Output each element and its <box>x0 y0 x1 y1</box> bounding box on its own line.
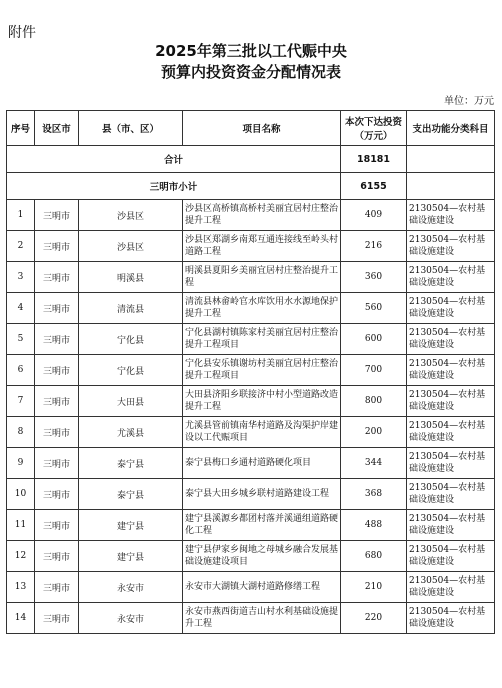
header-county: 县（市、区） <box>79 111 183 146</box>
row-county: 明溪县 <box>79 262 183 293</box>
row-county: 清流县 <box>79 293 183 324</box>
row-amount: 680 <box>341 541 407 572</box>
row-category: 2130504—农村基础设施建设 <box>407 417 495 448</box>
row-city: 三明市 <box>35 324 79 355</box>
table-header-row <box>7 111 495 146</box>
row-city: 三明市 <box>35 262 79 293</box>
table-row <box>7 603 495 634</box>
page-title-line2: 预算内投资资金分配情况表 <box>160 63 341 81</box>
row-project: 泰宁县梅口乡通村道路硬化项目 <box>183 448 341 479</box>
row-county: 沙县区 <box>79 231 183 262</box>
row-index: 12 <box>7 541 35 572</box>
subtotal-category <box>407 173 495 200</box>
row-index: 1 <box>7 200 35 231</box>
row-category: 2130504—农村基础设施建设 <box>407 541 495 572</box>
row-category: 2130504—农村基础设施建设 <box>407 355 495 386</box>
row-project: 建宁县溪源乡都团村落并溪通组道路硬化工程 <box>183 510 341 541</box>
row-city: 三明市 <box>35 572 79 603</box>
row-county: 永安市 <box>79 603 183 634</box>
row-city: 三明市 <box>35 541 79 572</box>
table-row <box>7 200 495 231</box>
row-index: 2 <box>7 231 35 262</box>
row-project: 沙县区高桥镇高桥村美丽宜居村庄整治提升工程 <box>183 200 341 231</box>
table-row <box>7 386 495 417</box>
row-index: 9 <box>7 448 35 479</box>
table-row <box>7 448 495 479</box>
row-category: 2130504—农村基础设施建设 <box>407 510 495 541</box>
row-project: 永安市大湖镇大湖村道路修缮工程 <box>183 572 341 603</box>
row-city: 三明市 <box>35 417 79 448</box>
row-project: 建宁县伊家乡闽地之母城乡融合发展基础设施建设项目 <box>183 541 341 572</box>
total-amount: 18181 <box>341 146 407 173</box>
row-index: 6 <box>7 355 35 386</box>
row-amount: 488 <box>341 510 407 541</box>
row-county: 宁化县 <box>79 324 183 355</box>
header-city: 设区市 <box>35 111 79 146</box>
row-index: 13 <box>7 572 35 603</box>
header-index: 序号 <box>7 111 35 146</box>
row-amount: 700 <box>341 355 407 386</box>
row-amount: 210 <box>341 572 407 603</box>
row-amount: 560 <box>341 293 407 324</box>
row-index: 3 <box>7 262 35 293</box>
table-row <box>7 231 495 262</box>
row-county: 永安市 <box>79 572 183 603</box>
row-category: 2130504—农村基础设施建设 <box>407 293 495 324</box>
row-city: 三明市 <box>35 510 79 541</box>
row-amount: 344 <box>341 448 407 479</box>
table-row <box>7 417 495 448</box>
row-index: 11 <box>7 510 35 541</box>
row-city: 三明市 <box>35 603 79 634</box>
row-category: 2130504—农村基础设施建设 <box>407 572 495 603</box>
row-county: 泰宁县 <box>79 479 183 510</box>
row-project: 尤溪县管前镇南华村道路及沟渠护岸建设以工代赈项目 <box>183 417 341 448</box>
unit-label: 单位：万元 <box>444 96 494 107</box>
row-city: 三明市 <box>35 479 79 510</box>
table-row <box>7 293 495 324</box>
row-county: 建宁县 <box>79 510 183 541</box>
row-amount: 200 <box>341 417 407 448</box>
row-category: 2130504—农村基础设施建设 <box>407 262 495 293</box>
row-project: 沙县区郑湖乡南郑互通连接线至岭头村道路工程 <box>183 231 341 262</box>
total-label: 合计 <box>7 146 341 173</box>
row-amount: 220 <box>341 603 407 634</box>
table-row <box>7 541 495 572</box>
row-amount: 600 <box>341 324 407 355</box>
page-title-line1: 2025年第三批以工代赈中央 <box>155 42 347 60</box>
row-category: 2130504—农村基础设施建设 <box>407 603 495 634</box>
row-project: 清流县林畲岭官水库饮用水水源地保护提升工程 <box>183 293 341 324</box>
row-index: 14 <box>7 603 35 634</box>
row-project: 宁化县安乐镇谢坊村美丽宜居村庄整治提升工程项目 <box>183 355 341 386</box>
row-city: 三明市 <box>35 386 79 417</box>
table-row <box>7 324 495 355</box>
table-row <box>7 262 495 293</box>
row-index: 4 <box>7 293 35 324</box>
row-index: 8 <box>7 417 35 448</box>
row-project: 永安市燕西街道吉山村水利基础设施提升工程 <box>183 603 341 634</box>
row-city: 三明市 <box>35 231 79 262</box>
row-county: 建宁县 <box>79 541 183 572</box>
table-row <box>7 355 495 386</box>
row-amount: 368 <box>341 479 407 510</box>
row-county: 沙县区 <box>79 200 183 231</box>
row-amount: 409 <box>341 200 407 231</box>
table-row <box>7 572 495 603</box>
row-project: 明溪县夏阳乡美丽宜居村庄整治提升工程 <box>183 262 341 293</box>
attachment-label: 附件 <box>8 25 36 41</box>
table-row <box>7 510 495 541</box>
row-index: 10 <box>7 479 35 510</box>
allocation-table <box>6 110 495 634</box>
header-category: 支出功能分类科目 <box>407 111 495 146</box>
total-category <box>407 146 495 173</box>
row-category: 2130504—农村基础设施建设 <box>407 386 495 417</box>
subtotal-amount: 6155 <box>341 173 407 200</box>
row-county: 泰宁县 <box>79 448 183 479</box>
row-amount: 216 <box>341 231 407 262</box>
header-project: 项目名称 <box>183 111 341 146</box>
row-index: 5 <box>7 324 35 355</box>
row-city: 三明市 <box>35 448 79 479</box>
row-category: 2130504—农村基础设施建设 <box>407 479 495 510</box>
row-category: 2130504—农村基础设施建设 <box>407 231 495 262</box>
row-amount: 360 <box>341 262 407 293</box>
table-row <box>7 479 495 510</box>
row-city: 三明市 <box>35 200 79 231</box>
row-county: 大田县 <box>79 386 183 417</box>
row-project: 泰宁县大田乡城乡联村道路建设工程 <box>183 479 341 510</box>
total-row <box>7 146 495 173</box>
row-project: 大田县济阳乡联接济中村小型道路改造提升工程 <box>183 386 341 417</box>
row-project: 宁化县湖村镇陈家村美丽宜居村庄整治提升工程项目 <box>183 324 341 355</box>
row-category: 2130504—农村基础设施建设 <box>407 448 495 479</box>
subtotal-label: 三明市小计 <box>7 173 341 200</box>
header-amount: 本次下达投资（万元） <box>341 111 407 146</box>
row-city: 三明市 <box>35 293 79 324</box>
row-index: 7 <box>7 386 35 417</box>
row-amount: 800 <box>341 386 407 417</box>
row-county: 宁化县 <box>79 355 183 386</box>
subtotal-row <box>7 173 495 200</box>
row-category: 2130504—农村基础设施建设 <box>407 200 495 231</box>
row-county: 尤溪县 <box>79 417 183 448</box>
row-category: 2130504—农村基础设施建设 <box>407 324 495 355</box>
row-city: 三明市 <box>35 355 79 386</box>
